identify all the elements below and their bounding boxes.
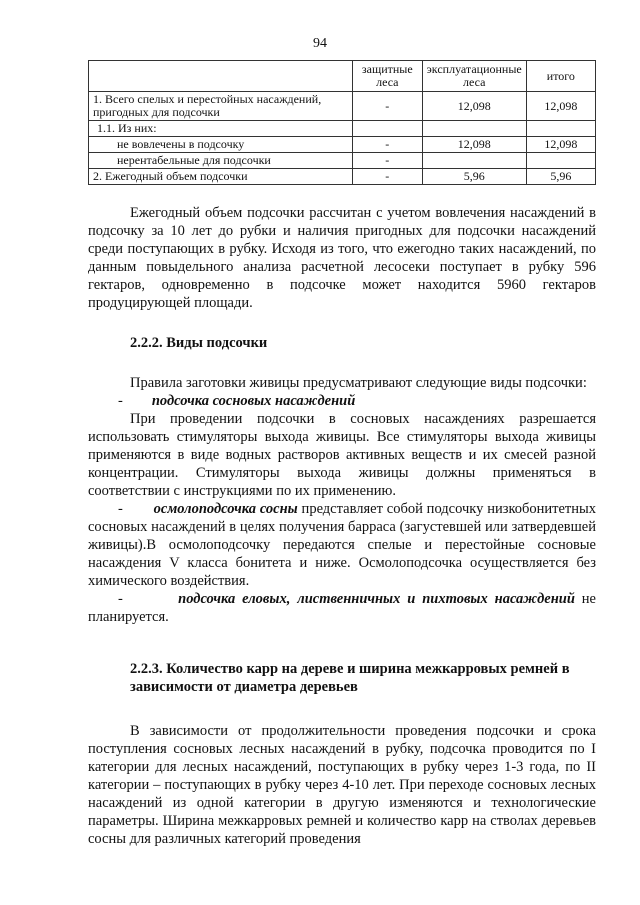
- row-label: 1.1. Из них:: [89, 121, 353, 137]
- table-header-row: [89, 61, 596, 92]
- page-number: 94: [313, 36, 327, 51]
- list-item-resin-tapping: [88, 500, 596, 590]
- cell-exploitation: 12,098: [422, 92, 526, 121]
- cell-total: [526, 153, 595, 169]
- list-dash: -: [118, 591, 123, 607]
- item-title: подсочка еловых, лиственничных и пихтовых насаждений: [178, 591, 575, 607]
- paragraph-tapping-rules: Правила заготовки живицы предусматривают следующие виды подсочки:: [130, 375, 587, 391]
- heading-carr-quantity: 2.2.3. Количество карр на дереве и ширина межкарровых ремней в зависимости от диаметра деревьев: [130, 661, 570, 695]
- cell-protective: -: [352, 169, 422, 185]
- annual-volume-section: [88, 204, 596, 312]
- table-row: [89, 169, 596, 185]
- row-label: 1. Всего спелых и перестойных насаждений, пригодных для подсочки: [89, 92, 353, 121]
- cell-protective: [352, 121, 422, 137]
- cell-exploitation: [422, 121, 526, 137]
- table-row: [89, 137, 596, 153]
- tapping-volume-table: [88, 60, 596, 185]
- row-label: не вовлечены в подсочку: [89, 137, 353, 153]
- paragraph-stimulators: При проведении подсочки в сосновых насаждениях разрешается использовать стимуляторы выхода живицы. Все стимуляторы выхода живицы применяются в виде водных растворов активных веществ и их смесей разной концентрации. Стимуляторы выхода живицы должны применяться в соответствии с инструкциями по их применению.: [88, 411, 596, 499]
- paragraph-annual-volume: Ежегодный объем подсочки рассчитан с учетом вовлечения насаждений в подсочку за 10 лет до рубки и наличия пригодных для подсочки насаждений среди поступающих в рубку. Исходя из того, что ежегодно таких насаждений, по данным повыдельного анализа расчетной лесосеки поступает в рубку 596 гектаров, одновременно в подсочке может находится 5960 гектаров продуцирующей площади.: [88, 205, 596, 311]
- table-row: [89, 92, 596, 121]
- list-dash: -: [118, 393, 123, 409]
- cell-protective: -: [352, 153, 422, 169]
- item-title: осмолоподсочка сосны: [153, 501, 298, 517]
- table-header-cell: [89, 61, 353, 92]
- list-item-spruce-tapping: [88, 590, 596, 626]
- row-label: 2. Ежегодный объем подсочки: [89, 169, 353, 185]
- cell-total: 12,098: [526, 92, 595, 121]
- cell-exploitation: 5,96: [422, 169, 526, 185]
- paragraph-categories: В зависимости от продолжительности проведения подсочки и срока поступления сосновых лесных насаждений в рубку, подсочка проводится по I категории для лесных насаждений, поступающих в рубку через 1-3 года, по II категории – поступающих в рубку через 4-10 лет. При переходе сосновых лесных насаждений из одной категории в другую изменяются и технологические параметры. Ширина межкарровых ремней и количество карр на стволах деревьев сосны для различных категорий проведения: [88, 723, 596, 847]
- cell-total: 5,96: [526, 169, 595, 185]
- cell-exploitation: 12,098: [422, 137, 526, 153]
- item-text: представляет собой подсочку низкобонитетных сосновых насаждений в целях получения барраса (загустевшей или затвердевшей живицы).В осмолоподсочку передаются спелые и перестойные сосновые насаждения V класса бонитета и ниже. Осмолоподсочка осуществляется без химического воздействия.: [88, 501, 597, 589]
- list-item-pine-tapping: [88, 392, 596, 410]
- item-text: не планируется.: [88, 591, 596, 625]
- cell-exploitation: [422, 153, 526, 169]
- item-title: подсочка сосновых насаждений: [151, 393, 356, 409]
- list-dash: -: [118, 501, 123, 517]
- cell-total: [526, 121, 595, 137]
- table-header-cell: итого: [526, 61, 595, 92]
- table-row: [89, 121, 596, 137]
- cell-protective: -: [352, 92, 422, 121]
- row-label: нерентабельные для подсочки: [89, 153, 353, 169]
- table-row: [89, 153, 596, 169]
- heading-types-of-tapping: 2.2.2. Виды подсочки: [130, 335, 268, 351]
- cell-total: 12,098: [526, 137, 595, 153]
- cell-protective: -: [352, 137, 422, 153]
- table-header-cell: защитные леса: [352, 61, 422, 92]
- types-section: [88, 374, 596, 626]
- table-header-cell: эксплуатационные леса: [422, 61, 526, 92]
- carr-section: [88, 722, 596, 848]
